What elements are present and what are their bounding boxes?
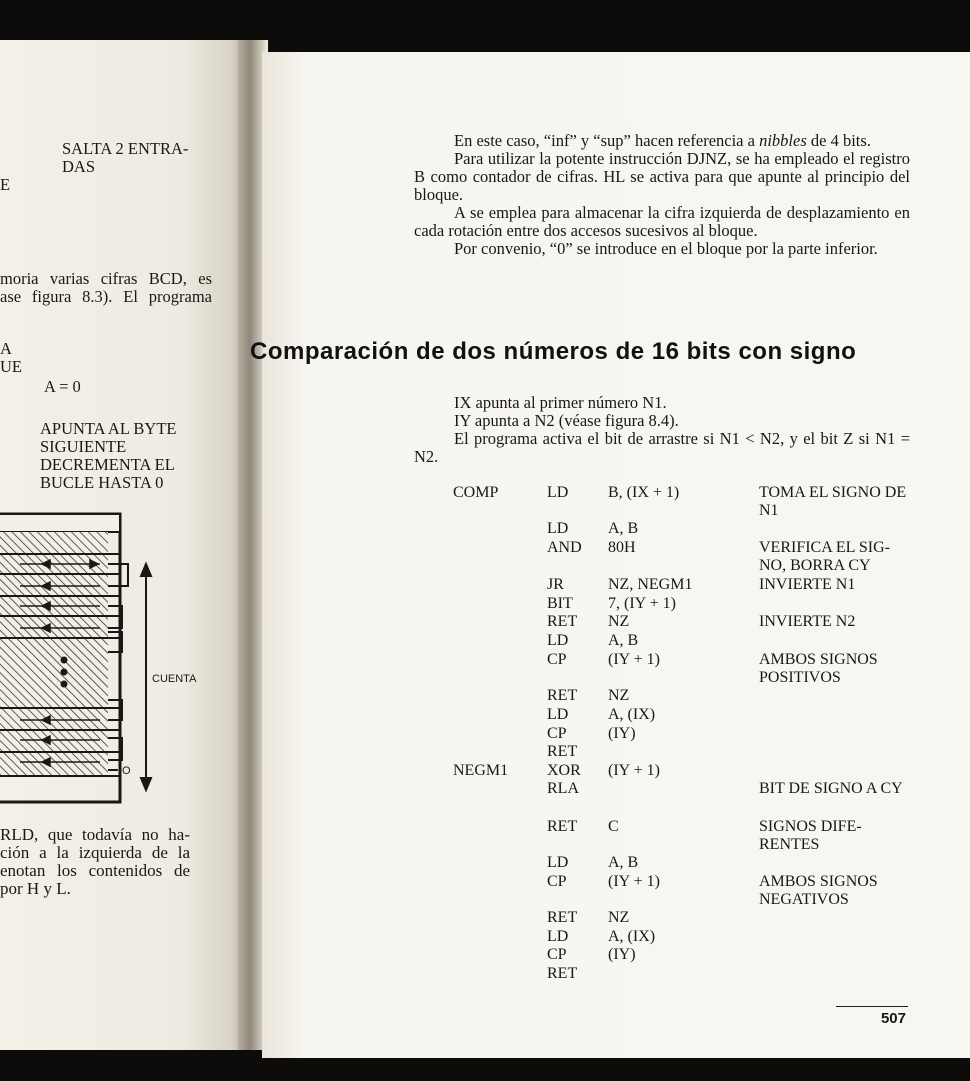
code-opcode: CP	[547, 946, 567, 963]
left-paragraph-line: enotan los contenidos de	[0, 861, 190, 880]
continuation-dot	[61, 657, 68, 664]
left-edge-letter: E	[0, 175, 11, 194]
left-code-line: A = 0	[44, 377, 81, 396]
code-opcode: RET	[547, 965, 578, 982]
left-paragraph-line: por H y L.	[0, 879, 71, 898]
code-operand: NZ	[608, 909, 630, 926]
code-operand: B, (IX + 1)	[608, 484, 680, 501]
code-comment: INVIERTE N2	[759, 613, 856, 630]
code-opcode: XOR	[547, 762, 581, 779]
left-paragraph-line: RLD, que todavía no ha-	[0, 825, 190, 844]
description-line: IY apunta a N2 (véase figura 8.4).	[454, 411, 679, 430]
left-paragraph-1	[0, 270, 212, 306]
intro-text: de 4 bits.	[806, 131, 871, 150]
intro-paragraphs	[414, 132, 910, 258]
intro-italic-term: nibbles	[759, 131, 807, 150]
code-operand: (IY)	[608, 946, 636, 963]
left-paragraph-2	[0, 826, 190, 898]
left-paragraph-line: ase figura 8.3). El programa	[0, 287, 212, 306]
intro-paragraph: A se emplea para almacenar la cifra izquierda de desplazamiento en cada rotación entre dos accesos sucesivos al bloque.	[414, 203, 910, 240]
code-operand: A, (IX)	[608, 706, 656, 723]
code-opcode: JR	[547, 576, 564, 593]
intro-paragraph: Para utilizar la potente instrucción DJNZ, se ha empleado el registro B como contador de cifras. HL se activa para que apunte al principio del bloque.	[414, 149, 910, 204]
code-opcode: CP	[547, 725, 567, 742]
code-operand: (IY + 1)	[608, 762, 660, 779]
left-top-comment-line: SALTA 2 ENTRA-	[62, 139, 189, 158]
left-comment-line: DECREMENTA EL	[40, 455, 175, 474]
code-opcode: LD	[547, 484, 569, 501]
memory-block-top	[0, 514, 120, 532]
code-operand: NZ	[608, 687, 630, 704]
code-opcode: RLA	[547, 780, 579, 797]
code-opcode: LD	[547, 632, 569, 649]
count-arrow-head-up	[141, 564, 151, 576]
code-opcode: BIT	[547, 595, 573, 612]
code-operand: NZ, NEGM1	[608, 576, 693, 593]
code-opcode: CP	[547, 651, 567, 668]
code-opcode: RET	[547, 687, 578, 704]
code-operand: 80H	[608, 539, 636, 556]
code-operand: (IY + 1)	[608, 651, 660, 668]
count-label: CUENTA	[152, 673, 197, 685]
code-comment: TOMA EL SIGNO DE N1	[759, 484, 907, 519]
code-opcode: RET	[547, 743, 578, 760]
zero-label: O	[122, 765, 131, 777]
intro-text: En este caso, “inf” y “sup” hacen referencia a	[454, 131, 760, 150]
code-opcode: RET	[547, 613, 578, 630]
section-title: Comparación de dos números de 16 bits con signo	[250, 338, 857, 365]
intro-paragraph: Por convenio, “0” se introduce en el bloque por la parte inferior.	[454, 239, 878, 258]
count-arrow-head-down	[141, 778, 151, 790]
code-operand: (IY)	[608, 725, 636, 742]
code-operand: A, B	[608, 632, 639, 649]
left-edge-letter: UE	[0, 357, 22, 376]
page-number-rule	[836, 1006, 908, 1007]
left-edge-letters	[0, 340, 22, 376]
code-operand: 7, (IY + 1)	[608, 595, 676, 612]
intro-paragraph	[414, 132, 910, 150]
left-comment-line: BUCLE HASTA 0	[40, 473, 164, 492]
code-opcode: RET	[547, 818, 578, 835]
code-comment: BIT DE SIGNO A CY	[759, 780, 903, 797]
code-operand: A, B	[608, 520, 639, 537]
code-opcode: LD	[547, 854, 569, 871]
code-comment: INVIERTE N1	[759, 576, 856, 593]
code-opcode: LD	[547, 706, 569, 723]
code-label: COMP	[453, 484, 499, 501]
code-operand: A, B	[608, 854, 639, 871]
code-operand: NZ	[608, 613, 630, 630]
code-comment: VERIFICA EL SIG-NO, BORRA CY	[759, 539, 890, 574]
left-comments	[40, 420, 177, 492]
code-operand: C	[608, 818, 619, 835]
continuation-dot	[61, 669, 68, 676]
left-comment-line: SIGUIENTE	[40, 437, 127, 456]
left-comment-line: APUNTA AL BYTE	[40, 419, 177, 438]
continuation-dot	[61, 681, 68, 688]
description-paragraphs	[414, 394, 910, 466]
code-opcode: LD	[547, 928, 569, 945]
description-line: El programa activa el bit de arrastre si N1 < N2, y el bit Z si N1 = N2.	[414, 429, 910, 466]
bcd-block-diagram	[0, 512, 240, 812]
left-top-comment	[62, 140, 188, 176]
code-opcode: AND	[547, 539, 582, 556]
code-opcode: LD	[547, 520, 569, 537]
code-operand: (IY + 1)	[608, 873, 660, 890]
left-top-comment-line: DAS	[62, 157, 96, 176]
page-number: 507	[880, 1010, 906, 1027]
code-label: NEGM1	[453, 762, 509, 779]
code-operand: A, (IX)	[608, 928, 656, 945]
left-paragraph-line: moria varias cifras BCD, es	[0, 269, 212, 288]
left-edge-letter: A	[0, 339, 12, 358]
description-line: IX apunta al primer número N1.	[454, 393, 667, 412]
code-opcode: RET	[547, 909, 578, 926]
code-comment: SIGNOS DIFE-RENTES	[759, 818, 862, 853]
code-comment: AMBOS SIGNOS NEGATIVOS	[759, 873, 878, 908]
code-comment: AMBOS SIGNOS POSITIVOS	[759, 651, 878, 686]
code-opcode: CP	[547, 873, 567, 890]
left-paragraph-line: ción a la izquierda de la	[0, 843, 190, 862]
